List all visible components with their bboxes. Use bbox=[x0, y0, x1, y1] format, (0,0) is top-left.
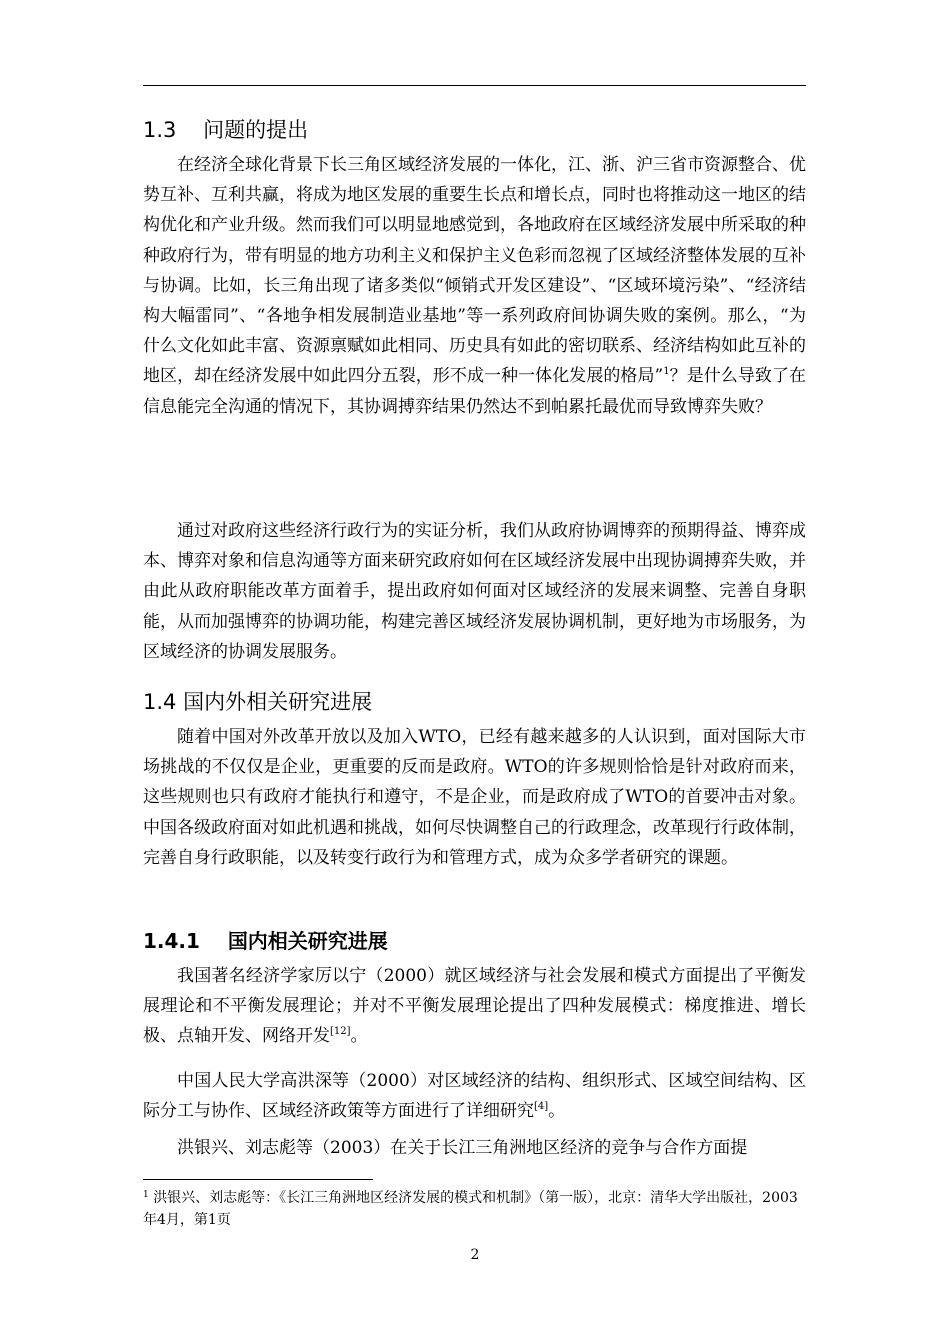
citation: [12] bbox=[330, 1026, 351, 1038]
section-heading-1-4-1 bbox=[143, 926, 388, 956]
section-number: 1.4 bbox=[143, 690, 177, 714]
paragraph-text: 。 bbox=[548, 1101, 566, 1122]
paragraph-text: 在经济全球化背景下长三角区域经济发展的一体化，江、浙、沪三省市资源整合、优势互补、互利共赢，将成为地区发展的重要生长点和增长点，同时也将推动这一地区的结构优化和产业升级。然而我们可以明显地感觉到，各地政府在区域经济发展中所采取的种种政府行为，带有明显的地方功利主义和保护主义色彩而忽视了区域经济整体发展的互补与协调。比如，长三角出现了诸多类似“倾销式开发区建设”、“区域环境污染”、“经济结构大幅雷同”、“各地争相发展制造业基地”等一系列政府间协调失败的案例。那么，“为什么文化如此丰富、资源禀赋如此相同、历史具有如此的密切联系、经济结构如此互补的地区，却在经济发展中如此四分五裂，形不成一种一体化发展的格局” bbox=[143, 155, 806, 387]
section-number: 1.3 bbox=[143, 118, 177, 142]
section-number: 1.4.1 bbox=[143, 929, 200, 953]
section-heading-1-4 bbox=[143, 687, 372, 717]
section-title: 国内相关研究进展 bbox=[227, 929, 388, 953]
paragraph-text: 我国著名经济学家厉以宁（2000）就区域经济与社会发展和模式方面提出了平衡发展理论和不平衡发展理论；并对不平衡发展理论提出了四种发展模式：梯度推进、增长极、点轴开发、网络开发 bbox=[143, 966, 806, 1047]
citation: [4] bbox=[534, 1101, 549, 1113]
paragraph-text: 通过对政府这些经济行政行为的实证分析，我们从政府协调博弈的预期得益、博弈成本、博弈对象和信息沟通等方面来研究政府如何在区域经济发展中出现协调搏弈失败，并由此从政府职能改革方面着手，提出政府如何面对区域经济的发展来调整、完善自身职能，从而加强博弈的协调功能，构建完善区域经济发展协调机制，更好地为市场服务，为区域经济的协调发展服务。 bbox=[143, 521, 806, 662]
paragraph bbox=[143, 150, 806, 422]
page-number: 2 bbox=[470, 1247, 480, 1263]
section-title: 问题的提出 bbox=[203, 118, 309, 142]
paragraph bbox=[143, 1066, 806, 1126]
footnote-text: 洪银兴、刘志彪等：《长江三角洲地区经济发展的模式和机制》（第一版），北京：清华大学出版社，2003年4月，第1页 bbox=[143, 1190, 798, 1228]
paragraph-text: ？是什么导致了在信息能完全沟通的情况下，其协调搏弈结果仍然达不到帕累托最优而导致博弈失败？ bbox=[143, 366, 806, 417]
paragraph bbox=[143, 961, 806, 1052]
footnote-marker: 1 bbox=[143, 1190, 149, 1200]
footnote-rule bbox=[143, 1179, 373, 1180]
paragraph-text: 中国人民大学高洪深等（2000）对区域经济的结构、组织形式、区域空间结构、区际分工与协作、区域经济政策等方面进行了详细研究 bbox=[143, 1071, 806, 1122]
paragraph-text: 随着中国对外改革开放以及加入WTO，已经有越来越多的人认识到，面对国际大市场挑战的不仅仅是企业，更重要的反而是政府。WTO的许多规则恰恰是针对政府而来，这些规则也只有政府才能执行和遵守，不是企业，而是政府成了WTO的首要冲击对象。中国各级政府面对如此机遇和挑战，如何尽快调整自己的行政理念，改革现行行政体制，完善自身行政职能，以及转变行政行为和管理方式，成为众多学者研究的课题。 bbox=[143, 727, 806, 868]
paragraph-text: 洪银兴、刘志彪等（2003）在关于长江三角洲地区经济的竞争与合作方面提 bbox=[177, 1138, 748, 1158]
footnote bbox=[143, 1187, 806, 1231]
footnote-reference: 1 bbox=[663, 366, 670, 378]
paragraph-text: 。 bbox=[350, 1026, 368, 1047]
paragraph bbox=[143, 1133, 806, 1163]
section-heading-1-3 bbox=[143, 115, 308, 145]
paragraph bbox=[143, 516, 806, 667]
paragraph bbox=[143, 722, 806, 873]
section-title: 国内外相关研究进展 bbox=[183, 690, 373, 714]
header-rule bbox=[143, 85, 806, 86]
